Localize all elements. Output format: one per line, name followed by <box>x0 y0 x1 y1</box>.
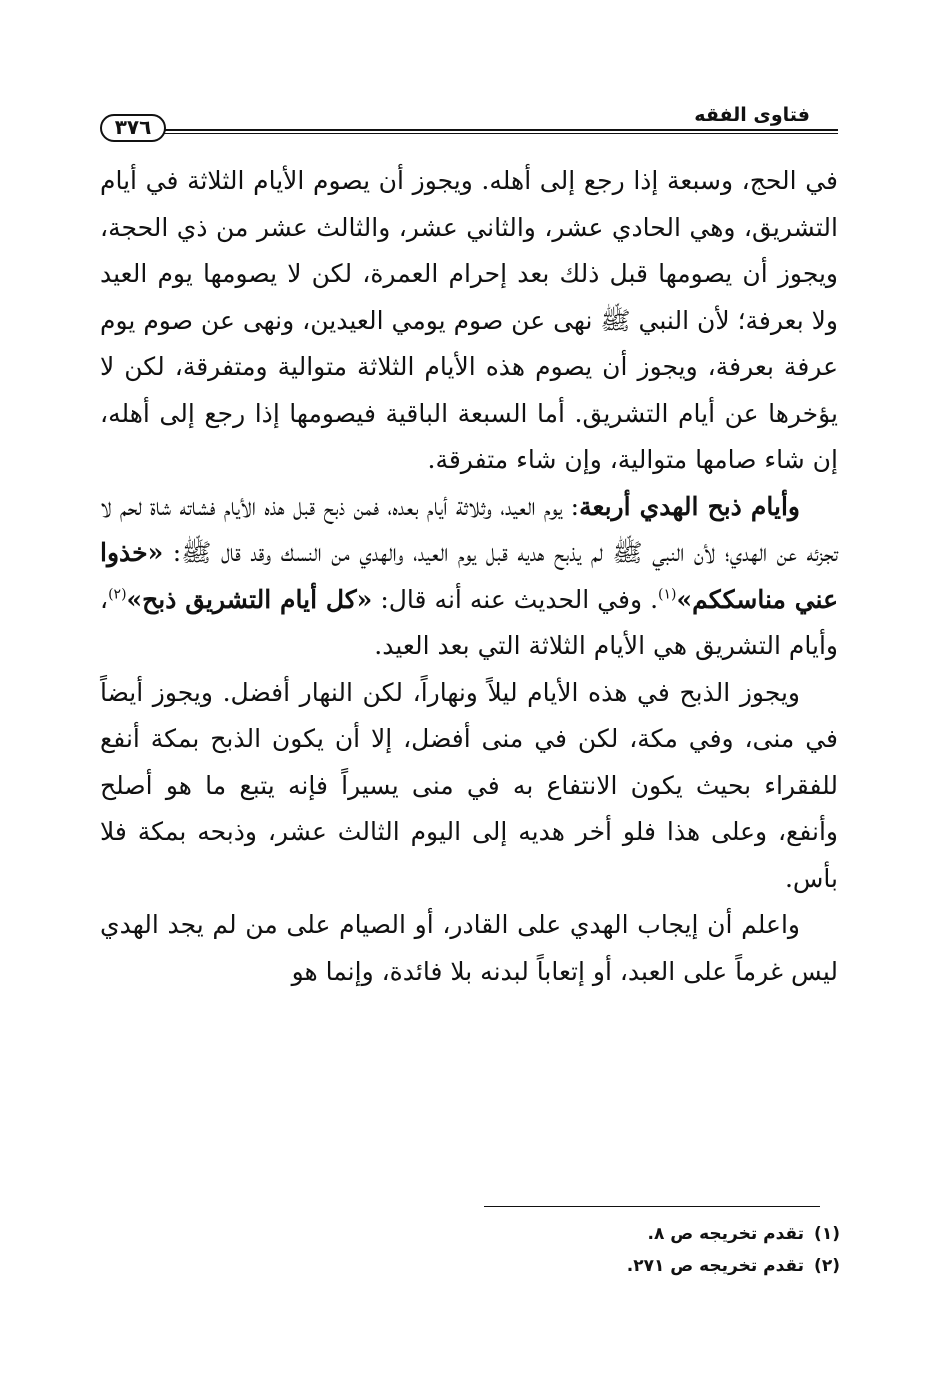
paragraph-2-text-c: ، وأيام التشريق هي الأيام الثلاثة التي بعد العيد. <box>100 584 838 660</box>
page-number: ٣٧٦ <box>100 114 166 142</box>
footnote-number: (١) <box>814 1224 840 1244</box>
footnote-number: (٢) <box>814 1256 840 1276</box>
paragraph-2 <box>100 484 838 670</box>
running-title: فتاوى الفقه <box>694 104 810 126</box>
footnotes <box>400 1218 840 1282</box>
paragraph-4: واعلم أن إيجاب الهدي على القادر، أو الصيام على من لم يجد الهدي ليس غرماً على العبد، أو إتعاباً لبدنه بلا فائدة، وإنما هو <box>100 910 838 986</box>
header-rule <box>155 129 838 134</box>
body-text <box>100 158 838 995</box>
footnote-ref-2[interactable]: (٢) <box>108 586 127 603</box>
footnote-ref-1[interactable]: (١) <box>658 586 677 603</box>
paragraph-1: في الحج، وسبعة إذا رجع إلى أهله. ويجوز أن يصوم الأيام الثلاثة في أيام التشريق، وهي الحادي عشر، والثاني عشر، والثالث عشر من ذي الحجة، ويجوز أن يصومها قبل ذلك بعد إحرام العمرة، لكن لا يصومها يوم العيد ولا بعرفة؛ لأن النبي ﷺ نهى عن صوم يومي العيدين، ونهى عن صوم يوم عرفة بعرفة، ويجوز أن يصوم هذه الأيام الثلاثة متوالية ومتفرقة، لكن لا يؤخرها عن أيام التشريق. أما السبعة الباقية فيصومها إذا رجع إلى أهله، إن شاء صامها متوالية، وإن شاء متفرقة. <box>100 166 838 474</box>
footnote-text: تقدم تخريجه ص ٨. <box>647 1224 805 1244</box>
footnote-2 <box>400 1250 840 1282</box>
footnote-text: تقدم تخريجه ص ٢٧١. <box>626 1256 805 1276</box>
paragraph-3: ويجوز الذبح في هذه الأيام ليلاً ونهاراً، لكن النهار أفضل. ويجوز أيضاً في منى، وفي مكة، لكن في منى أفضل، إلا أن يكون الذبح بمكة أنفع للفقراء بحيث يكون الانتفاع به في منى يسيراً فإنه يتبع ما هو أصلح وأنفع، وعلى هذا فلو أخر هديه إلى اليوم الثالث عشر، وذبحه بمكة فلا بأس. <box>100 677 838 893</box>
hadith-quote-1: «خذوا عني مناسككم» <box>100 538 838 614</box>
footnote-1 <box>400 1218 840 1250</box>
footnote-separator <box>484 1206 820 1207</box>
paragraph-2-text-a: : يوم العيد، وثلاثة أيام بعده، فمن ذبح قبل هذه الأيام فشاته شاة لحم لا تجزئه عن الهدي؛ لأن النبي ﷺ لم يذبح هديه قبل يوم العيد، والهدي من النسك وقد قال ﷺ: <box>100 491 838 567</box>
hadith-quote-2: «كل أيام التشريق ذبح» <box>126 584 373 614</box>
paragraph-2-text-b: . وفي الحديث عنه أنه قال: <box>380 584 659 614</box>
page-header <box>100 96 840 146</box>
paragraph-2-lead: وأيام ذبح الهدي أربعة <box>579 491 800 521</box>
